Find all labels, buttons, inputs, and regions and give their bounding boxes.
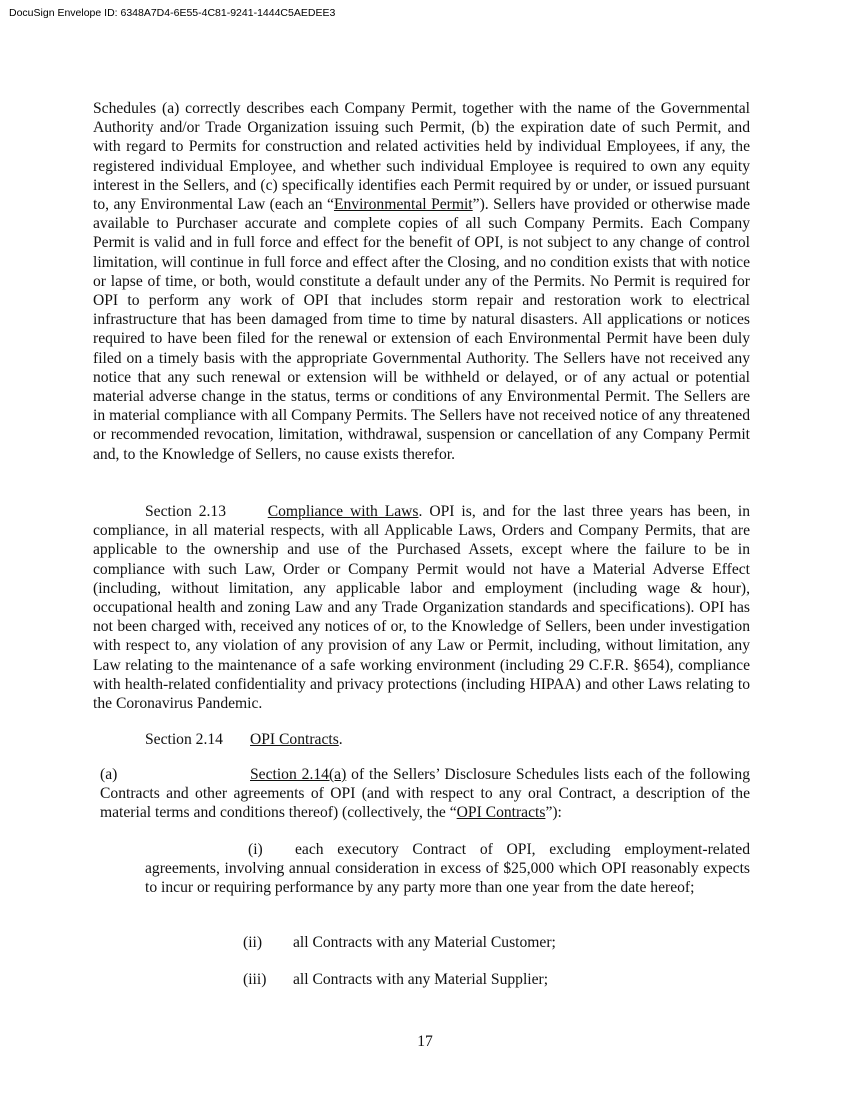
section-2-14-period: .	[338, 731, 343, 748]
permits-paragraph	[93, 99, 750, 484]
item-ii	[243, 933, 556, 952]
subsection-a-text-1: of the Sellers’ Disclosure Schedules lists each of the following Contracts and other agreements of OPI (and with respect to any oral Contract, a description of the material terms and conditions thereof) (collectively, the “	[100, 766, 750, 822]
item-iii-text: all Contracts with any Material Supplier;	[293, 971, 549, 988]
page-number: 17	[417, 1033, 433, 1050]
section-2-14-number: Section 2.14	[145, 731, 223, 748]
permits-text-2: ”). Sellers have provided or otherwise made available to Purchaser accurate and complete copies of all such Company Permits. Each Company Permit is valid and in full force and effect for the benefit of OPI, is not subject to any change of control limitation, will continue in full force and effect after the Closing, and no condition exists that with notice or lapse of time, or both, would constitute a default under any of the Permits. No Permit is required for OPI to perform any work of OPI that includes storm repair and restoration work to electrical infrastructure that has been damaged from time to time by natural disasters. All applications or notices required to have been filed for the renewal or extension of each Environmental Permit have been duly filed on a timely basis with the appropriate Governmental Authority. The Sellers have not received any notice that any such renewal or extension will be withheld or delayed, or of any actual or potential material adverse change in the status, terms or conditions of any Environmental Permit. The Sellers are in material compliance with all Company Permits. The Sellers have not received notice of any threatened or recommended revocation, limitation, withdrawal, suspension or cancellation of any Company Permit and, to the Knowledge of Sellers, no cause exists therefor.	[93, 196, 750, 463]
opi-contracts-term: OPI Contracts	[456, 804, 546, 822]
subsection-a-label: (a)	[100, 766, 118, 783]
section-2-13-paragraph	[93, 502, 750, 714]
section-2-13-text: . OPI is, and for the last three years has been, in compliance, in all material respects, with all Applicable Laws, Orders and Company Permits, that are applicable to the ownership and use of the Purchased Assets, except where the failure to be in compliance with such Law, Order or Company Permit would not have a Material Adverse Effect (including, without limitation, any applicable labor and employment (including wage & hour), occupational health and zoning Law and any Trade Organization standards and specifications). OPI has not been charged with, received any notices of or, to the Knowledge of Sellers, been under investigation with respect to, any violation of any provision of any Law or Permit, including, without limitation, any Law relating to the maintenance of a safe working environment (including 29 C.F.R. §654), compliance with health-related confidentiality and privacy protections (including HIPAA) and other Laws relating to the Coronavirus Pandemic.	[93, 503, 750, 713]
item-i-label: (i)	[248, 841, 263, 858]
subsection-a-paragraph	[100, 765, 750, 823]
section-2-14-title: OPI Contracts	[250, 731, 339, 748]
docusign-envelope-id: DocuSign Envelope ID: 6348A7D4-6E55-4C81-9241-1444C5AEDEE3	[9, 7, 336, 19]
item-i-text: each executory Contract of OPI, excluding employment-related agreements, involving annual consideration in excess of $25,000 which OPI reasonably expects to incur or requiring performance by any party more than one year from the date hereof;	[145, 841, 750, 897]
section-2-14a-reference: Section 2.14(a)	[250, 766, 347, 783]
permits-text-1: Schedules (a) correctly describes each Company Permit, together with the name of the Governmental Authority and/or Trade Organization issuing such Permit, (b) the expiration date of such Permit, and with regard to Permits for construction and related activities held by individual Employees, if any, the registered individual Employee, and whether such individual Employee is required to own any equity interest in the Sellers, and (c) specifically identifies each Permit required by or under, or issued pursuant to, any Environmental Law (each an “	[93, 100, 750, 214]
section-2-13-number: Section 2.13	[145, 503, 227, 520]
item-iii-label: (iii)	[243, 971, 267, 988]
section-2-14-heading	[145, 730, 343, 749]
item-i-paragraph	[145, 840, 750, 918]
item-ii-label: (ii)	[243, 934, 263, 951]
item-ii-text: all Contracts with any Material Customer;	[293, 934, 556, 951]
environmental-permit-term: Environmental Permit	[333, 196, 473, 214]
subsection-a-text-2: ”):	[545, 804, 562, 822]
item-iii	[243, 970, 548, 989]
section-2-13-title: Compliance with Laws	[267, 503, 419, 520]
